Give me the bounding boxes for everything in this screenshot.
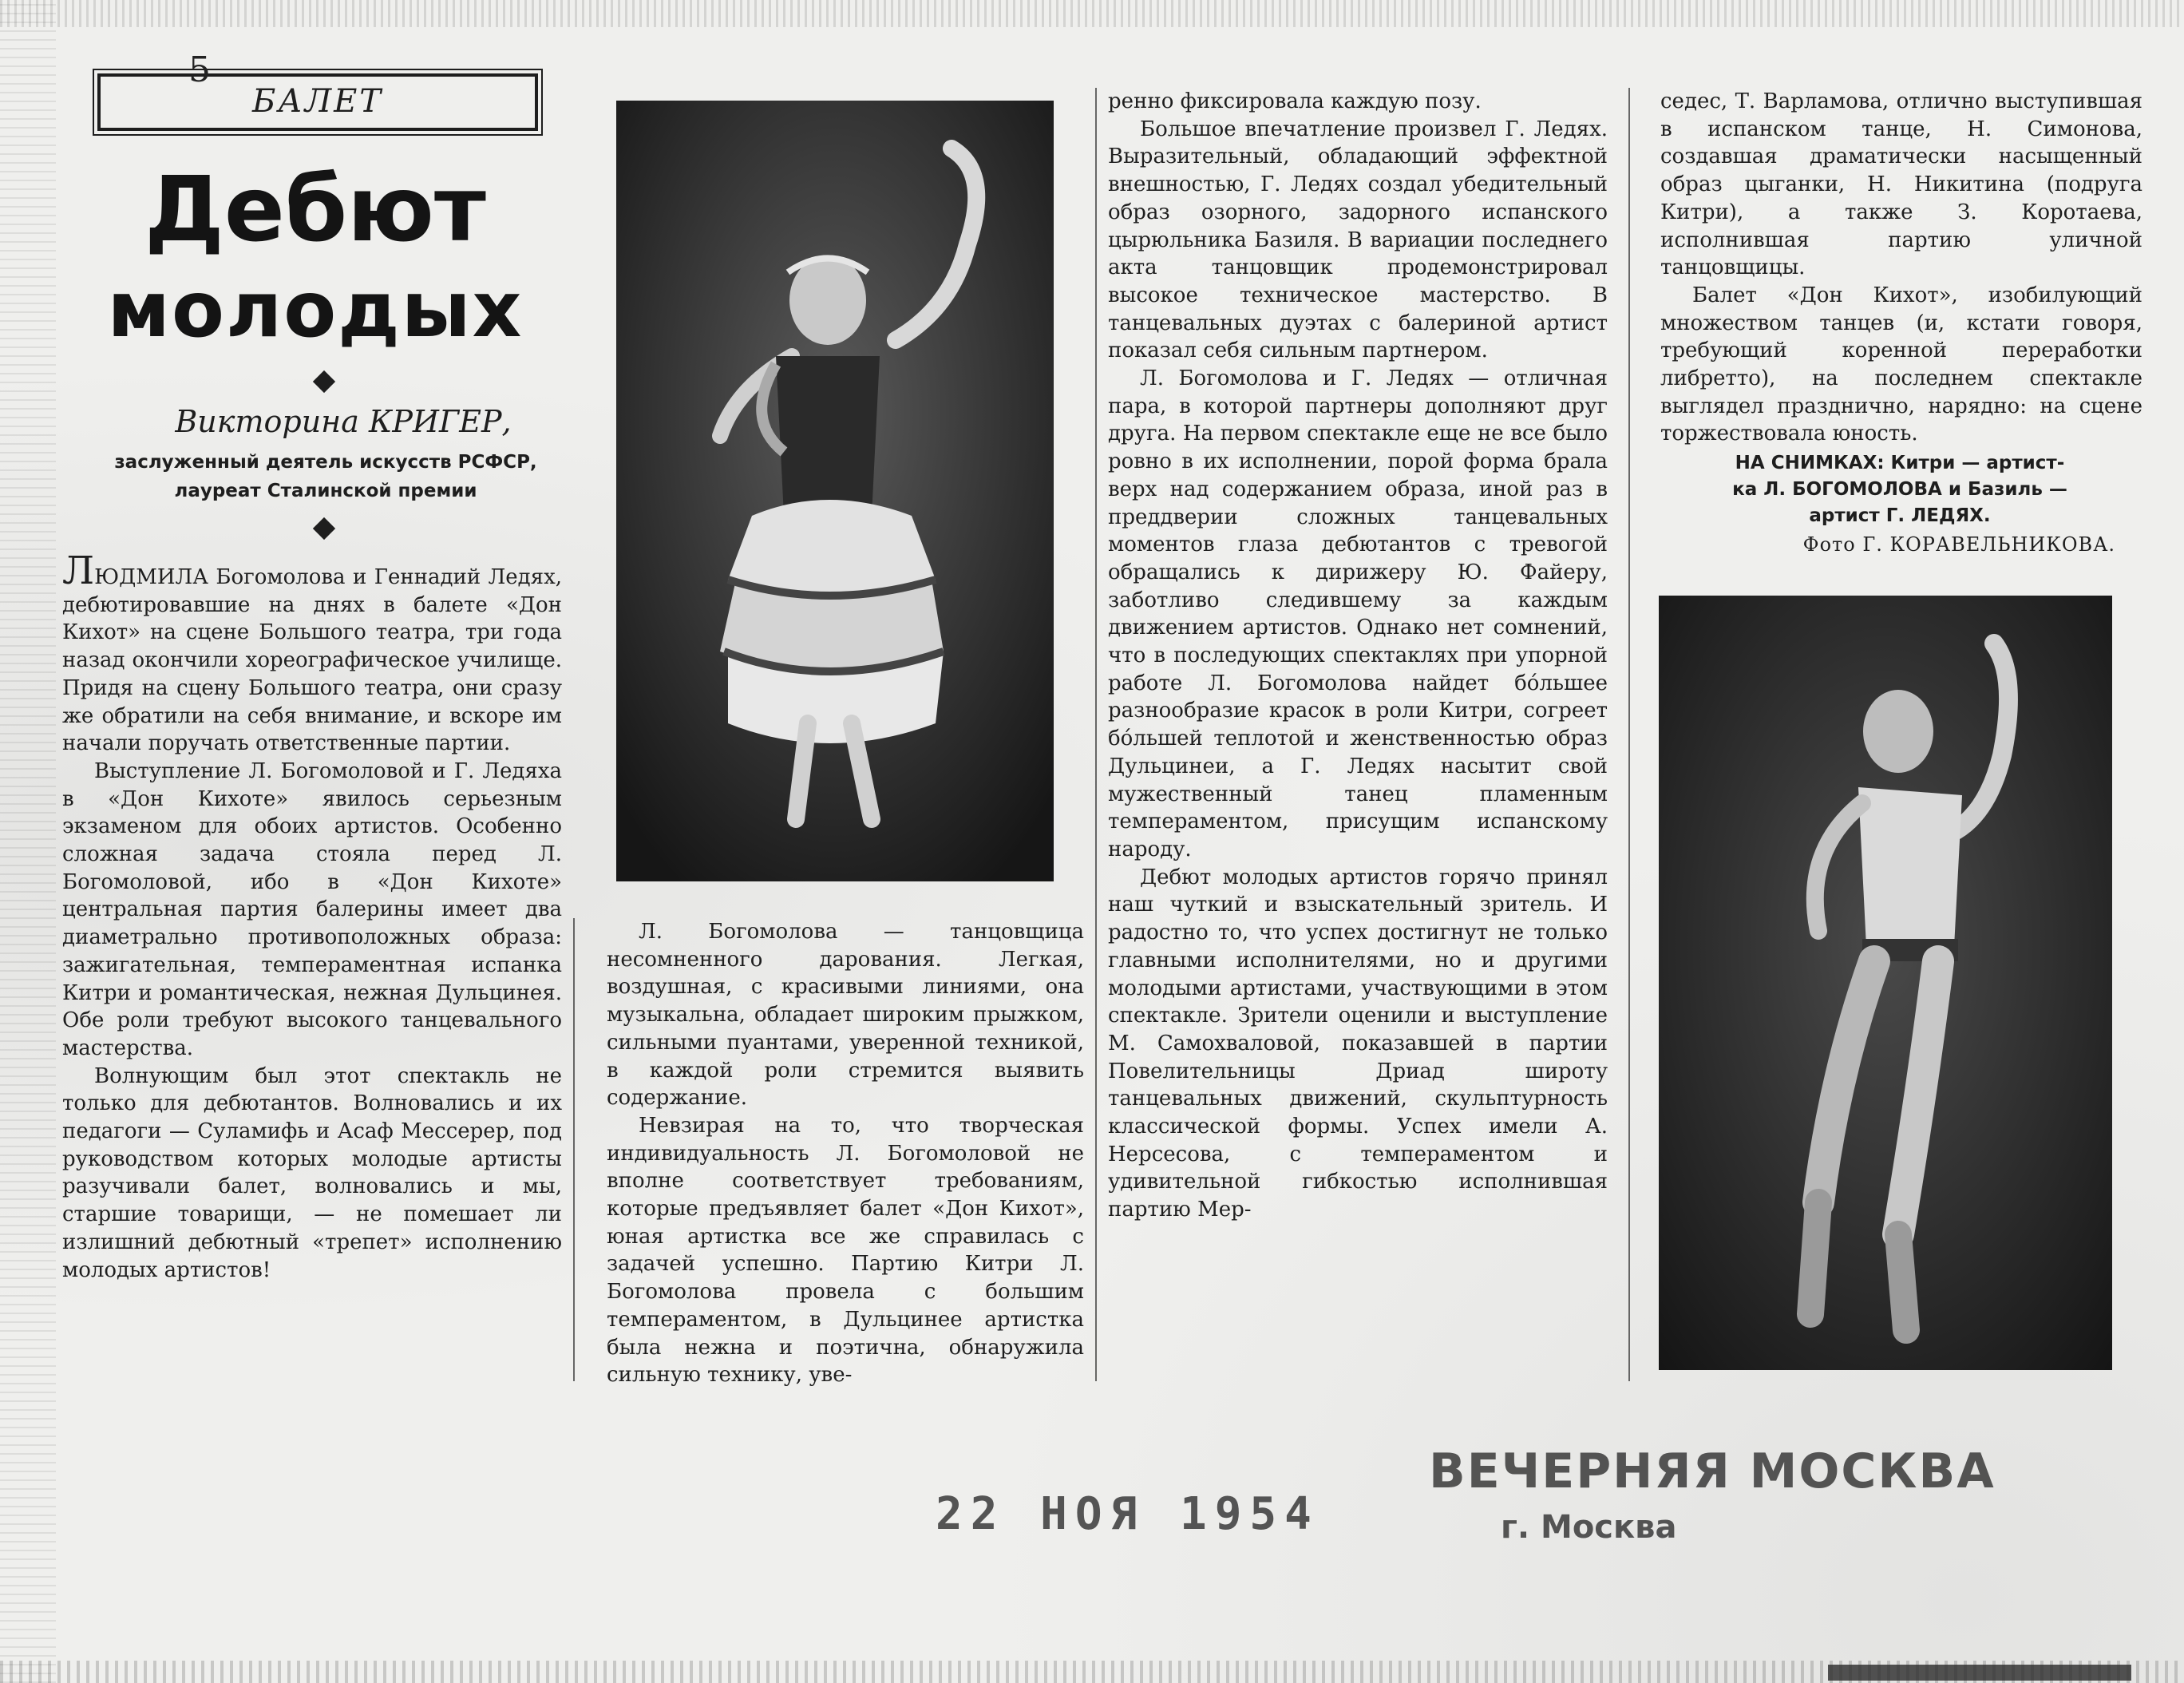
headline-line-2: молодых (107, 265, 524, 354)
column-rule (1095, 88, 1097, 1381)
column-rule (1628, 88, 1630, 1381)
paragraph: Большое впечатление произвел Г. Ледях. Выразительный, обладающий эффектной внешностью, Г. Ледях создал убедительный образ озорного, задорного испанского цырюльника Базиля. В вариации последнего акта танцовщик продемонстрировал высокое техническое мастерство. В танцевальных дуэтах с балериной артист показал себя сильным партнером. (1108, 117, 1608, 363)
paragraph: Выступление Л. Богомоловой и Г. Ледяха в «Дон Кихоте» явилось серьезным экзаменом для обоих артистов. Особенно сложная задача стояла перед Л. Богомоловой, ибо в «Дон Кихоте» центральная партия балерины имеет два диаметрально противоположных образа: зажигательная, темпераментная испанка Китри и романтическая, нежная Дульцинея. Обе роли требуют высокого танцевального мастерства. (62, 758, 562, 1060)
article-column-3 (1108, 88, 1608, 1224)
date-stamp: 22 НОЯ 1954 (936, 1488, 1320, 1540)
ornament-diamond-icon (313, 517, 335, 540)
photo-caption-line-2: ка Л. БОГОМОЛОВА и Базиль — (1732, 479, 2067, 500)
paragraph: Балет «Дон Кихот», изобилующий множеством танцев (и, кстати говоря, требующий коренной переработки либретто), на последнем спектакле выглядел празднично, нарядно: на сцене торжествовала юность. (1660, 283, 2142, 446)
rubric-label: БАЛЕТ (252, 83, 383, 120)
drop-cap: Л (62, 548, 95, 593)
rubric-frame (97, 73, 538, 131)
bottom-edge-shadow (1828, 1665, 2131, 1681)
article-column-2 (607, 918, 1084, 1389)
photo-caption-line-3: артист Г. ЛЕДЯХ. (1809, 505, 1991, 526)
author-name: Викторина КРИГЕР, (175, 404, 512, 439)
photo-credit: Фото Г. КОРАВЕЛЬНИКОВА. (1802, 533, 2115, 556)
article-column-4 (1660, 88, 2142, 448)
article-column-1 (62, 548, 562, 1284)
newspaper-stamp: ВЕЧЕРНЯЯ МОСКВА (1429, 1443, 1996, 1499)
paragraph: Дебют молодых артистов горячо принял наш чуткий и взыскательный зритель. И радостно то, что успех достигнут не только главными исполнителями, но и другими молодыми артистами, участвующими в этом спектакле. Зрители оценили и выступление М. Самохваловой, показавшей в партии Повелительницы Дриад широту танцевальных движений, скульптурность классической формы. Успех имели А. Нерсесова, с темпераментом и удивительной гибкостью исполнившая партию Мер- (1108, 865, 1608, 1222)
paragraph: Невзирая на то, что творческая индивидуальность Л. Богомоловой не вполне соответствует требованиям, которые предъявляет балет «Дон Кихот», юная артистка все же справилась с задачей успешно. Партию Китри Л. Богомолова провела с большим темпераментом, в Дульцинее артистка была нежна и поэтична, обнаружила сильную технику, уве- (607, 1113, 1084, 1388)
torn-top-edge (0, 0, 2184, 27)
dancer-illustration (1659, 596, 2112, 1370)
paragraph: Л. Богомолова — танцовщица несомненного дарования. Легкая, воздушная, с красивыми линиями, она музыкальна, обладает широким прыжком, сильными пуантами, уверенной техникой, в каждой роли стремится выявить содержание. (607, 920, 1084, 1111)
headline-line-1: Дебют (144, 158, 486, 262)
photo-ballerina (616, 101, 1054, 881)
city-stamp: г. Москва (1501, 1509, 1677, 1546)
photo-male-dancer (1659, 596, 2112, 1370)
torn-left-edge (0, 0, 56, 1683)
paragraph: Волнующим был этот спектакль не только для дебютантов. Волновались и их педагоги — Суламифь и Асаф Мессерер, под руководством которых молодые артисты разучивали балет, волновались и мы, старшие товарищи, — не помешает ли излишний дебютный «трепет» исполнению молодых артистов! (62, 1063, 562, 1282)
paragraph: ЛЮДМИЛА Богомолова и Геннадий Ледях, дебютировавшие на днях в балете «Дон Кихот» на сцене Большого театра, три года назад окончили хореографическое училище. Придя на сцену Большого театра, они сразу же обратили на себя внимание, и вскоре им начали поручать ответственные партии. (62, 548, 562, 756)
page-mark: 5 (188, 50, 211, 90)
author-title-2: лауреат Сталинской премии (174, 481, 477, 501)
paragraph: ренно фиксировала каждую позу. (1108, 89, 1482, 113)
paragraph: Л. Богомолова и Г. Ледях — отличная пара, в которой партнеры дополняют друг друга. На первом спектакле еще не все было ровно в их исполнении, порой форма брала верх над содержанием образа, иной раз в преддверии сложных танцевальных моментов глаза дебютантов с тревогой обращались к дирижеру Ю. Файеру, заботливо следившему за каждым движением артистов. Однако нет сомнений, что в последующих спектаклях при упорной работе Л. Богомолова найдет бо́льшее разнообразие красок в роли Китри, согреет бо́льшей теплотой и женственностью образ Дульцинеи, а Г. Ледях насытит свой мужественный танец пламенным темпераментом, присущим испанскому народу. (1108, 366, 1608, 861)
ornament-diamond-icon (313, 370, 335, 393)
paragraph: седес, Т. Варламова, отлично выступившая в испанском танце, Н. Симонова, создавшая драматически насыщенный образ цыганки, Н. Никитина (подруга Китри), а также З. Коротаева, исполнившая партию уличной танцовщицы. (1660, 89, 2142, 280)
column-rule (573, 918, 575, 1381)
photo-caption-line-1: НА СНИМКАХ: Китри — артист- (1735, 453, 2065, 473)
ballerina-illustration (616, 101, 1054, 881)
author-title-1: заслуженный деятель искусств РСФСР, (114, 452, 537, 473)
